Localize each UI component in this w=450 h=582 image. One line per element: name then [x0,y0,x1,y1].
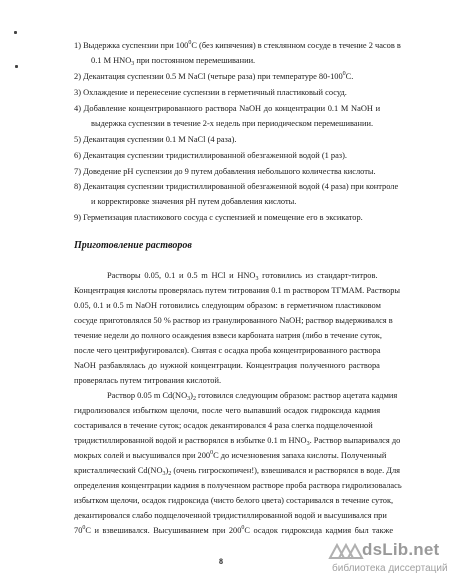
watermark-tagline: библиотека диссертаций [332,563,448,574]
list-line: 1) Выдержка суспензии при $100^0С$ (без кипячения) в стеклянном сосуде в течение 2 часов в [74,40,401,50]
paragraph-line: определения концентрации кадмия в полученном растворе проба раствора гидролизовалась [74,481,402,490]
list-line: 7) Доведение pH суспензии до 9 путем добавления небольшого количества кислоты. [74,167,376,176]
paragraph-line: кристаллический $Cd(NO_3)_2$ (очень гигроскопичен!), взвешивался и растворялся в воде. Для [74,466,401,477]
paragraph-line: избытком щелочи, осадок гидроксида (чисто белого цвета) состаривался в течение суток, [74,496,394,505]
watermark [328,540,448,578]
paragraph-line: сосуде приготовлялся 50 % раствор из гранулированного NaOH; раствор выдерживался в [74,316,393,325]
paragraph-line: 0.05, 0.1 и 0.5 m NaOH готовились следующим образом: в герметичном пластиковом [74,301,381,310]
paragraph-line: течение недели до полного осаждения взвеси карбоната натрия (либо в течение суток, [74,331,382,340]
paragraph-line: гидролизовался избытком щелочи, после чего выпавший осадок гидроксида кадмия [74,406,381,415]
scan-speck [14,31,17,34]
paragraph-line: NaOH разбавлялась до нужной концентрации. Концентрация полученного раствора [74,361,380,370]
paragraph-line: состаривался в течение суток; осадок декантировался 4 раза слегка подщелоченной [74,421,373,430]
paragraph-line: проверялась путем титрования кислотой. [74,376,222,385]
scan-speck [15,65,18,68]
list-line: и корректировке значения pH путем добавления кислоты. [91,197,297,206]
list-line: 6) Декантация суспензии тридистиллированной обезгаженной водой (1 раз). [74,151,348,160]
paragraph-line: Растворы 0.05, 0.1 и 0.5 m HCl и $HNO_3$ готовились из стандарт-титров. [107,271,378,282]
paragraph-line: $70^0С$ и взвешивался. Высушиванием при $200^0С$ осадок гидроксида кадмия был также [74,525,394,535]
dslib-logo-icon [328,542,364,560]
list-line: выдержка суспензии в течение 2-х недель при периодическом перемешивании. [91,119,374,128]
paragraph-line: декантировался слабо подщелоченной тридистиллированной водой и высушивался при [74,511,387,520]
list-line: 3) Охлаждение и перенесение суспензии в герметичный пластиковый сосуд. [74,88,347,97]
paragraph-line: мокрых солей и высушивался при $200^0С$ до исчезновения запаха кислоты. Полученный [74,450,387,460]
list-line: 2) Декантация суспензии 0.5 M NaCl (четыре раза) при температуре $80-100^0С$. [74,71,354,81]
page-number: 8 [219,557,223,566]
paragraph-line: Раствор 0.05 m $Cd(NO_3)_2$ готовился следующим образом: раствор ацетата кадмия [107,391,398,402]
list-line: 8) Декантация суспензии тридистиллированной обезгаженной водой (4 раза) при контроле [74,182,399,191]
paragraph-line: тридистиллированной водой и растворялся в избытке 0.1 m $HNO_3$. Раствор выпаривался до [74,436,401,447]
paragraph-line: после чего центрифугировался). Снятая с осадка проба концентрированного раствора [74,346,381,355]
list-line: 9) Герметизация пластикового сосуда с суспензией и помещение его в эксикатор. [74,213,363,222]
list-line: 0.1 M $HNO_3$ при постоянном перемешивании. [91,56,256,67]
list-line: 4) Добавление концентрированного раствора NaOH до концентрации 0.1 M NaOH и [74,104,381,113]
section-heading: Приготовление растворов [74,240,192,251]
paragraph-line: Концентрация кислоты проверялась путем титрования 0.1 m раствором ТГМАМ. Растворы [74,286,401,295]
list-line: 5) Декантация суспензии 0.1 M NaCl (4 раза). [74,135,237,144]
watermark-brand: dsLib.net [362,540,440,559]
